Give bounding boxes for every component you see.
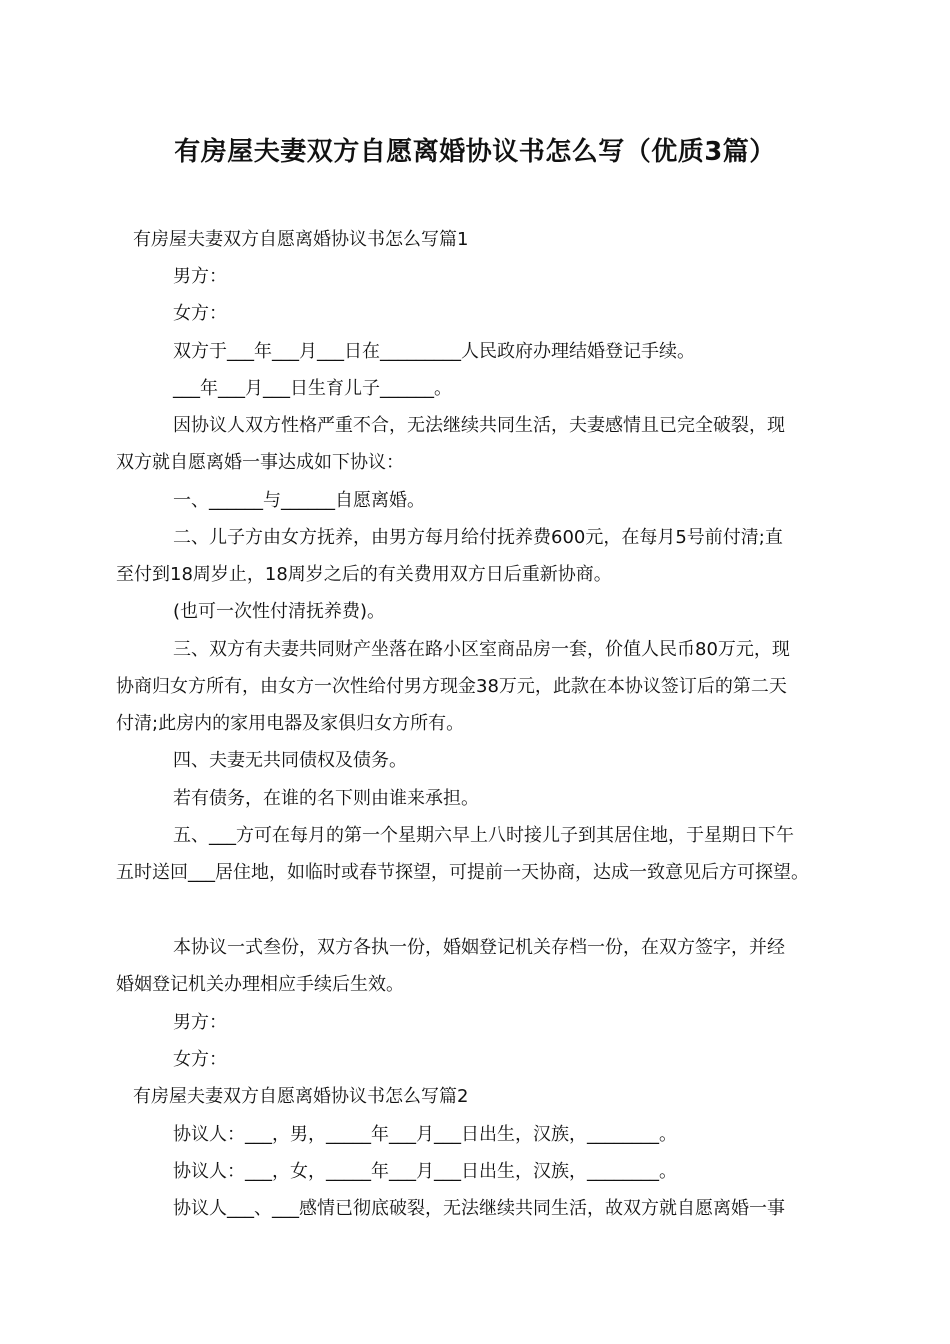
male-sign-label: 男方： [173,1012,227,1033]
effect-line-2: 婚姻登记机关办理相应手续后生效。 [116,974,404,995]
section2-heading: 有房屋夫妻双方自愿离婚协议书怎么写篇2 [133,1086,469,1107]
child-birth-line: ___年___月___日生育儿子______。 [173,378,452,399]
female-sign-label: 女方： [173,1049,227,1070]
marriage-registration-line: 双方于___年___月___日在_________人民政府办理结婚登记手续。 [173,341,695,362]
clause-4-note: 若有债务，在谁的名下则由谁来承担。 [173,788,479,809]
clause-4: 四、夫妻无共同债权及债务。 [173,750,407,771]
document-title: 有房屋夫妻双方自愿离婚协议书怎么写（优质3篇） [174,137,776,167]
party-1-line: 协议人：___，男，_____年___月___日出生，汉族，________。 [173,1124,677,1145]
section2-reason-line-1: 协议人___、___感情已彻底破裂，无法继续共同生活，故双方就自愿离婚一事 [173,1198,785,1219]
reason-line-2: 双方就自愿离婚一事达成如下协议： [116,452,404,473]
clause-2-line-2: 至付到18周岁止，18周岁之后的有关费用双方日后重新协商。 [116,564,612,585]
clause-1: 一、______与______自愿离婚。 [173,490,425,511]
reason-line-1: 因协议人双方性格严重不合，无法继续共同生活，夫妻感情且已完全破裂，现 [173,415,785,436]
male-party-label: 男方： [173,266,227,287]
effect-line-1: 本协议一式叁份，双方各执一份，婚姻登记机关存档一份，在双方签字，并经 [173,937,785,958]
clause-3-line-1: 三、双方有夫妻共同财产坐落在路小区室商品房一套，价值人民币80万元，现 [173,639,790,660]
section1-heading: 有房屋夫妻双方自愿离婚协议书怎么写篇1 [133,229,469,250]
clause-2-line-1: 二、儿子方由女方抚养，由男方每月给付抚养费600元，在每月5号前付清;直 [173,527,783,548]
clause-2-note: (也可一次性付清抚养费)。 [173,601,386,622]
clause-5-line-1: 五、___方可在每月的第一个星期六早上八时接儿子到其居住地，于星期日下午 [173,825,794,846]
party-2-line: 协议人：___，女，_____年___月___日出生，汉族，________。 [173,1161,677,1182]
clause-3-line-2: 协商归女方所有，由女方一次性给付男方现金38万元，此款在本协议签订后的第二天 [116,676,787,697]
clause-3-line-3: 付清;此房内的家用电器及家俱归女方所有。 [116,713,465,734]
clause-5-line-2: 五时送回___居住地，如临时或春节探望，可提前一天协商，达成一致意见后方可探望。 [116,862,809,883]
female-party-label: 女方： [173,303,227,324]
